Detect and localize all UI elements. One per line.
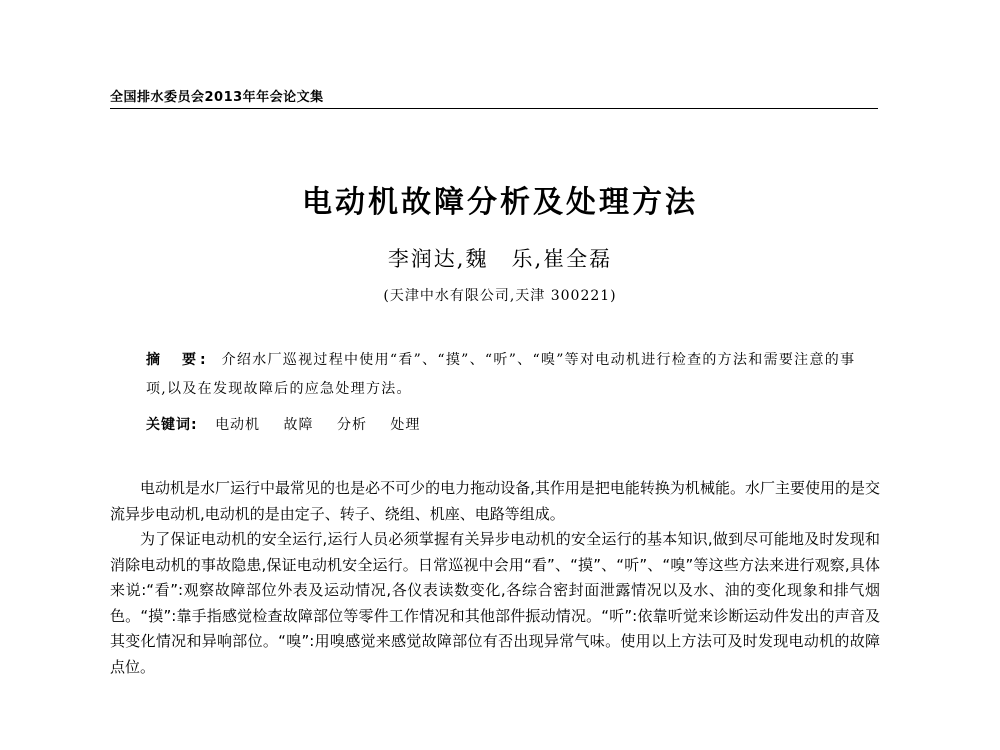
paper-affiliation: (天津中水有限公司,天津 300221) xyxy=(383,288,617,304)
keywords xyxy=(146,414,866,434)
keyword: 分析 xyxy=(336,417,367,433)
abstract-label: 摘 要: xyxy=(146,352,210,368)
paper-authors: 李润达,魏 乐,崔全磊 xyxy=(387,247,613,271)
body-paragraph: 电动机是水厂运行中最常见的也是必不可少的电力拖动设备,其作用是把电能转换为机械能。水厂主要使用的是交流异步电动机,电动机的是由定子、转子、绕组、机座、电路等组成。 xyxy=(110,479,880,523)
keyword: 电动机 xyxy=(215,417,261,433)
keyword: 故障 xyxy=(283,417,314,433)
running-header: 全国排水委员会2013年年会论文集 xyxy=(110,90,324,105)
body-paragraph: 为了保证电动机的安全运行,运行人员必须掌握有关异步电动机的安全运行的基本知识,做到尽可能地及时发现和消除电动机的事故隐患,保证电动机安全运行。日常巡视中会用“看”、“摸”、“听”、“嗅”等这些方法来进行观察,具体来说:“看”:观察故障部位外表及运动情况,各仪表读数变化,各综合密封面泄露情况以及水、油的变化现象和排气烟色。“摸”:靠手指感觉检查故障部位等零件工作情况和其他部件振动情况。“听”:依靠听觉来诊断运动件发出的声音及其变化情况和异响部位。“嗅”:用嗅感觉来感觉故障部位有否出现异常气味。使用以上方法可及时发现电动机的故障点位。 xyxy=(110,530,880,676)
abstract xyxy=(146,346,866,404)
keywords-label: 关键词: xyxy=(146,417,198,433)
abstract-text: 介绍水厂巡视过程中使用“看”、“摸”、“听”、“嗅”等对电动机进行检查的方法和需要注意的事项,以及在发现故障后的应急处理方法。 xyxy=(146,352,856,397)
body-text xyxy=(110,476,880,680)
header-rule xyxy=(110,108,878,109)
paper-title: 电动机故障分析及处理方法 xyxy=(302,185,698,220)
keyword: 处理 xyxy=(390,417,421,433)
